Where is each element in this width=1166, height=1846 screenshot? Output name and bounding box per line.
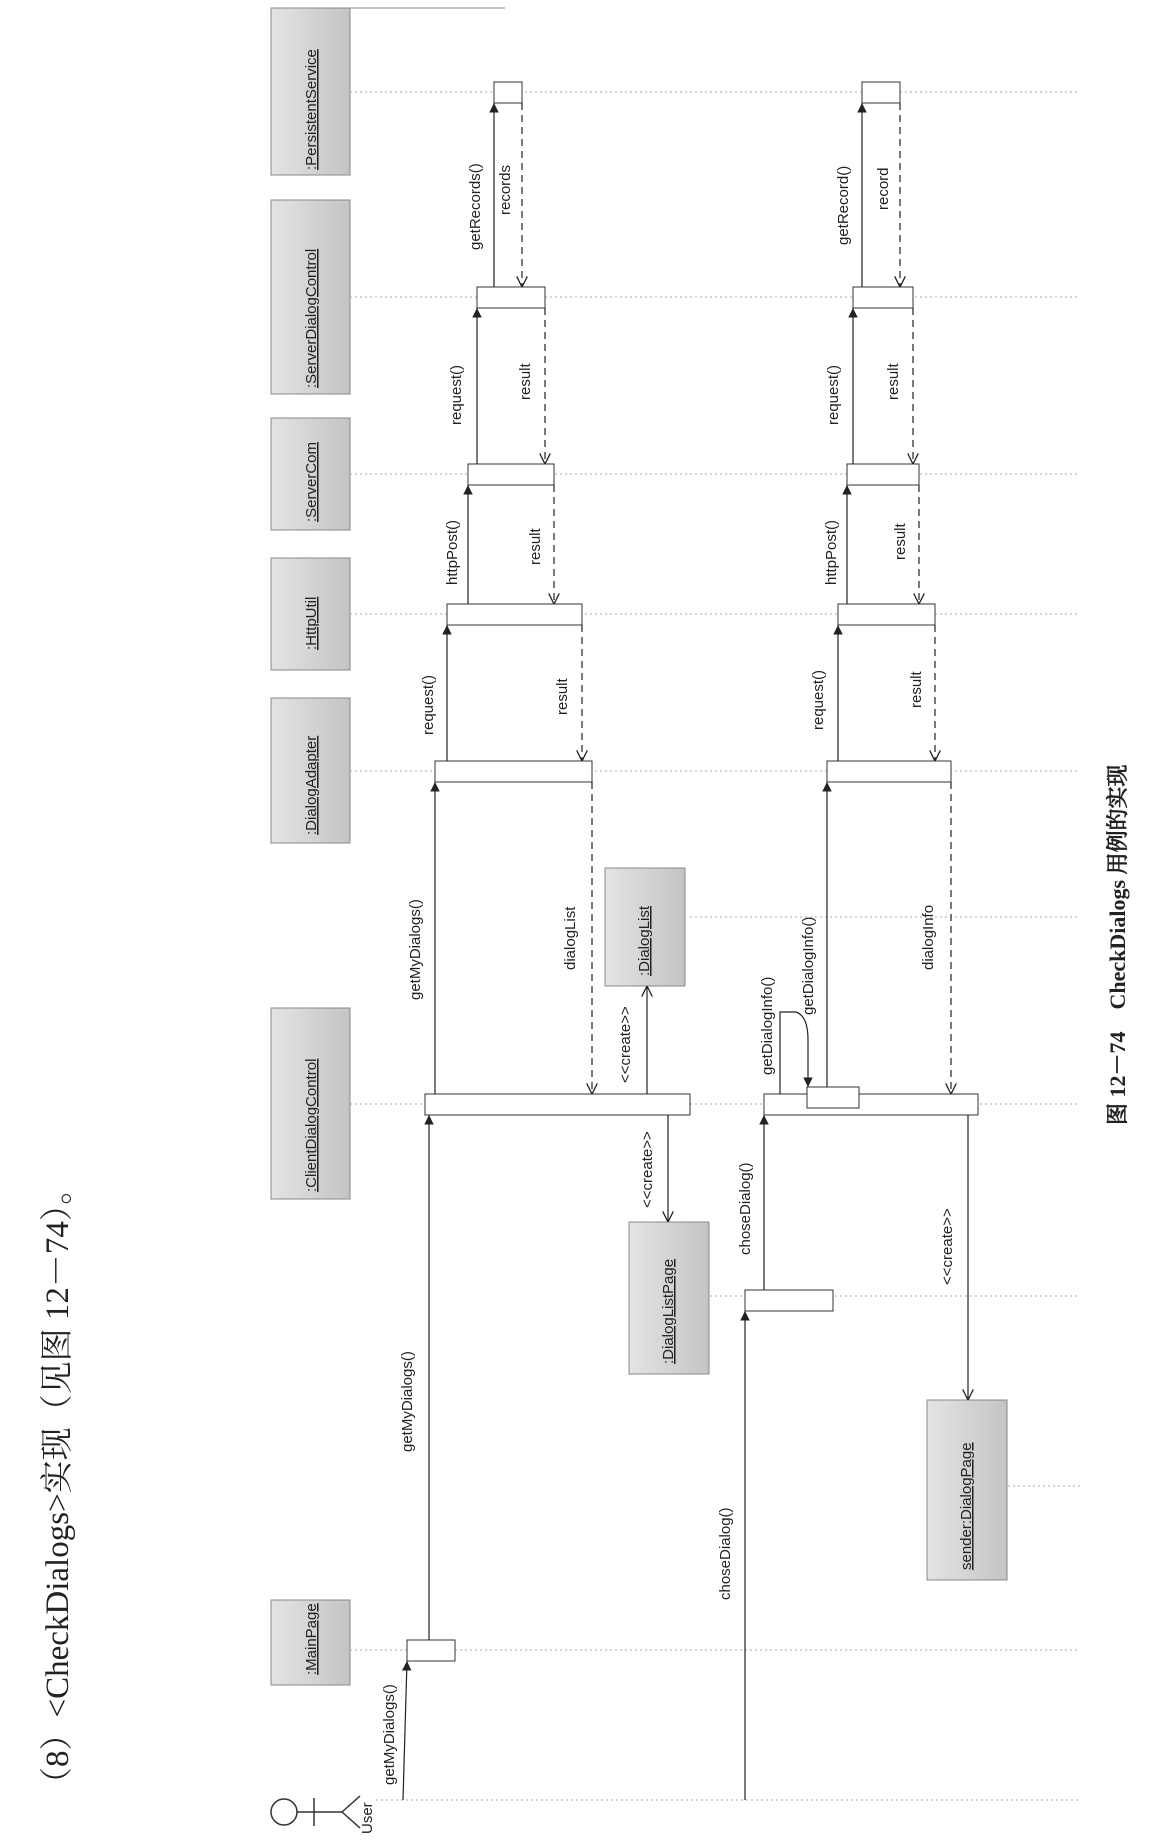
label-request-3: request() [810, 669, 827, 730]
actor-user [271, 1796, 376, 1834]
object-dialoglist [605, 868, 685, 986]
returns-fragment-1 [522, 103, 592, 1094]
label-getdialoginfo: getDialogInfo() [800, 916, 817, 1015]
label-create-dialoglistpage: <<create>> [639, 1131, 656, 1208]
lifeline-dialogadapter [271, 698, 350, 843]
label-result-1: result [517, 363, 534, 400]
label-result-2: result [527, 528, 544, 565]
activation-servercom-2 [847, 464, 919, 485]
activation-clientdialogcontrol-2 [764, 1094, 978, 1115]
activation-serverdialogcontrol-1 [477, 287, 545, 308]
label-getmydialogs-cdc: getMyDialogs() [407, 899, 424, 1000]
object-label-dialoglist: :DialogList [636, 905, 653, 976]
label-getmydialogs-user: getMyDialogs() [381, 1684, 398, 1785]
activation-httputil-2 [838, 604, 935, 625]
label-getrecords: getRecords() [467, 163, 484, 250]
label-result-6: result [908, 671, 925, 708]
activation-bars [407, 82, 978, 1661]
activation-httputil-1 [447, 604, 582, 625]
activation-dialogadapter-1 [435, 761, 592, 782]
activation-clientdialogcontrol-nested [807, 1087, 859, 1108]
object-label-dialoglistpage: :DialogListPage [660, 1258, 677, 1364]
label-dialoglist: dialogList [562, 906, 579, 970]
label-records: records [497, 164, 514, 215]
object-label-sender-dialogpage: sender:DialogPage [958, 1442, 975, 1570]
label-result-3: result [554, 678, 571, 715]
lifeline-clientdialogcontrol [271, 1008, 350, 1199]
activation-dialoglistpage [745, 1290, 833, 1311]
object-dialoglistpage [629, 1222, 709, 1374]
activation-serverdialogcontrol-2 [853, 287, 913, 308]
figure-caption: 图 12－74 CheckDialogs 用例的实现 [1105, 764, 1130, 1125]
label-record: record [875, 167, 892, 210]
label-getmydialogs-main: getMyDialogs() [399, 1351, 416, 1452]
label-httppost-2: httpPost() [823, 519, 840, 585]
activation-persistentservice-2 [862, 82, 900, 103]
label-getrecord: getRecord() [835, 165, 852, 245]
object-sender-dialogpage [927, 1400, 1007, 1580]
label-create-dialoglist: <<create>> [617, 1006, 634, 1083]
lifeline-label-mainpage: :MainPage [303, 1603, 320, 1675]
label-chosedialog-user: choseDialog() [717, 1507, 734, 1600]
activation-persistentservice-1 [494, 82, 522, 103]
lifeline-persistentservice [271, 8, 350, 175]
lifeline-label-servercom: :ServerCom [303, 441, 320, 522]
activation-servercom-1 [468, 464, 554, 485]
label-httppost-1: httpPost() [444, 519, 461, 585]
label-result-4: result [885, 363, 902, 400]
label-result-5: result [892, 523, 909, 560]
lifeline-label-httputil: :HttpUtil [303, 596, 320, 650]
label-chosedialog-dlp: choseDialog() [737, 1162, 754, 1255]
label-request-1: request() [420, 674, 437, 735]
activation-clientdialogcontrol-1 [425, 1094, 690, 1115]
activation-dialogadapter-2 [827, 761, 951, 782]
lifeline-label-serverdialogcontrol: :ServerDialogControl [303, 248, 320, 388]
actor-head-icon [271, 1799, 297, 1825]
label-request-2: request() [448, 364, 465, 425]
msg-getmydialogs-user [403, 1661, 407, 1800]
lifeline-servercom [271, 418, 350, 530]
lifeline-httputil [271, 558, 350, 670]
label-getdialoginfo-self: getDialogInfo() [759, 976, 776, 1075]
label-create-dialogpage: <<create>> [939, 1208, 956, 1285]
activation-mainpage-1 [407, 1640, 455, 1661]
lifeline-label-clientdialogcontrol: :ClientDialogControl [303, 1058, 320, 1192]
lifeline-label-dialogadapter: :DialogAdapter [303, 735, 320, 835]
msg-getdialoginfo-self [780, 1012, 808, 1094]
label-request-4: request() [825, 364, 842, 425]
page-heading: （8）<CheckDialogs>实现（见图 12－74）。 [40, 1171, 76, 1800]
label-dialoginfo: dialogInfo [920, 904, 937, 970]
lifeline-label-persistentservice: :PersistentService [303, 49, 320, 170]
actor-label: User [359, 1802, 376, 1834]
lifeline-mainpage [271, 1600, 350, 1685]
lifeline-serverdialogcontrol [271, 200, 350, 394]
